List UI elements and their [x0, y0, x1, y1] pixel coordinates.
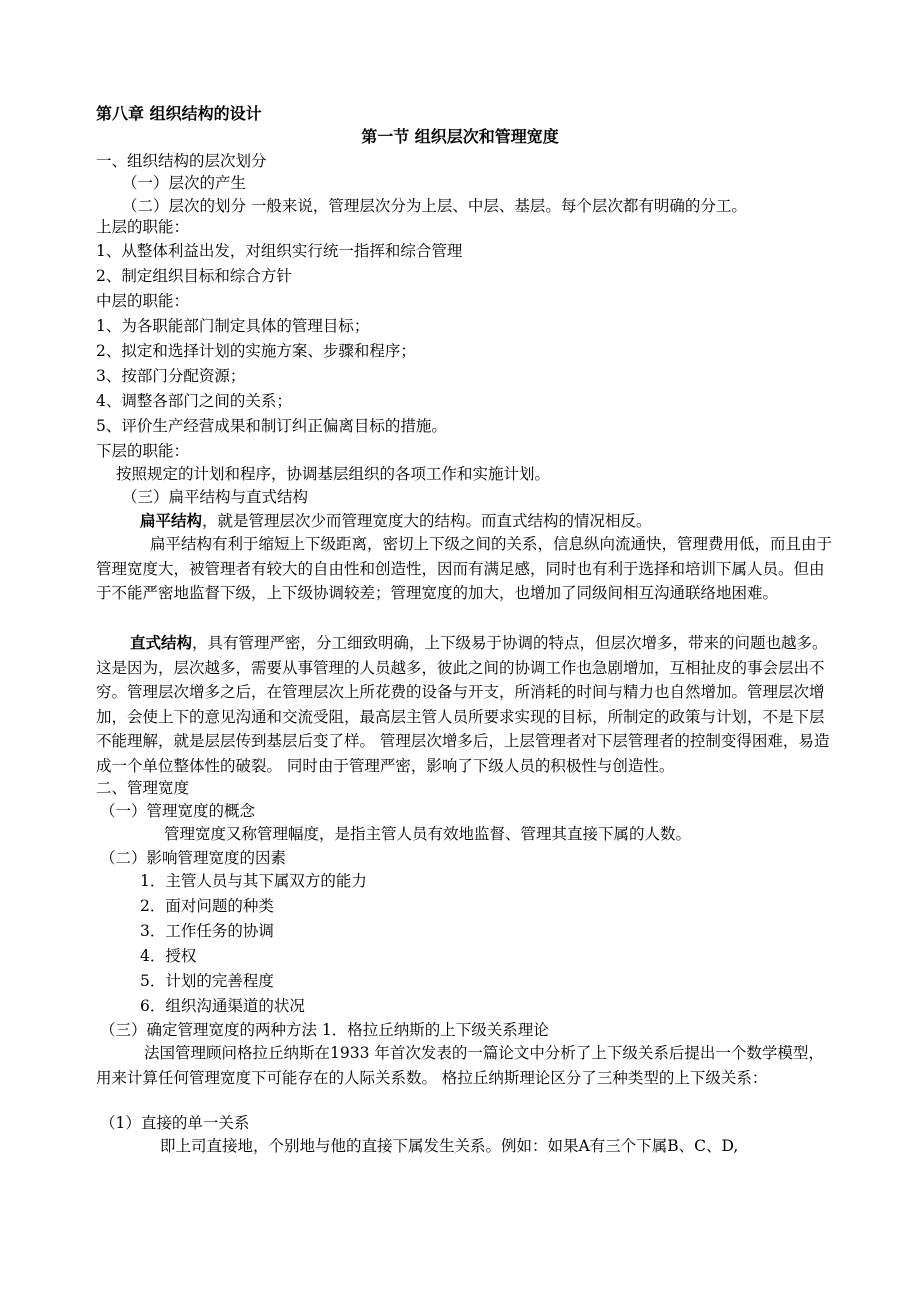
- tall-structure-term: 直式结构: [130, 633, 193, 652]
- factor-item-3: 3．工作任务的协调: [140, 922, 274, 940]
- middle-item-5: 5、评价生产经营成果和制订纠正偏离目标的措施。: [96, 417, 447, 435]
- direct-single-relation-text: 即上司直接地，个别地与他的直接下属发生关系。例如：如果A有三个下属B、C、D,: [160, 1137, 739, 1155]
- heading-hierarchy: 一、组织结构的层次划分: [96, 152, 267, 170]
- subheading-span-concept: （一）管理宽度的概念: [100, 802, 256, 820]
- chapter-title: 第八章 组织结构的设计: [96, 104, 262, 123]
- section-title: 第一节 组织层次和管理宽度: [361, 127, 559, 146]
- lower-level-label: 下层的职能：: [96, 442, 190, 460]
- factor-item-4: 4．授权: [140, 947, 197, 965]
- middle-level-label: 中层的职能：: [96, 292, 190, 310]
- graicunas-paragraph: 法国管理顾问格拉丘纳斯在1933 年首次发表的一篇论文中分析了上下级关系后提出一个数学模型，用来计算任何管理宽度下可能存在的人际关系数。 格拉丘纳斯理论区分了三种类型的上下级关系：: [96, 1044, 824, 1087]
- factor-item-2: 2．面对问题的种类: [140, 897, 274, 915]
- direct-single-relation-heading: （1）直接的单一关系: [100, 1114, 250, 1132]
- upper-item-1: 1、从整体利益出发，对组织实行统一指挥和综合管理: [96, 242, 463, 260]
- middle-item-1: 1、为各职能部门制定具体的管理目标；: [96, 317, 370, 335]
- lower-level-text: 按照规定的计划和程序，协调基层组织的各项工作和实施计划。: [116, 465, 551, 483]
- subheading-flat-vs-tall: （三）扁平结构与直式结构: [122, 488, 309, 506]
- flat-structure-term: 扁平结构: [140, 511, 203, 530]
- middle-item-4: 4、调整各部门之间的关系；: [96, 392, 292, 410]
- subheading-division: （二）层次的划分 一般来说，管理层次分为上层、中层、基层。每个层次都有明确的分工。: [122, 197, 747, 215]
- factor-item-1: 1．主管人员与其下属双方的能力: [140, 872, 367, 890]
- tall-structure-paragraph: [96, 631, 832, 778]
- tall-structure-text: ，具有管理严密，分工细致明确，上下级易于协调的特点，但层次增多，带来的问题也越多。这是因为，层次越多，需要从事管理的人员越多，彼此之间的协调工作也急剧增加，互相扯皮的事会层出不穷。管理层次增多之后，在管理层次上所花费的设备与开支，所消耗的时间与精力也自然增加。管理层次增加，会使上下的意见沟通和交流受阻，最高层主管人员所要求实现的目标，所制定的政策与计划，不是下层不能理解，就是层层传到基层后变了样。 管理层次增多后，上层管理者对下层管理者的控制变得困难，易造成一个单位整体性的破裂。 同时由于管理严密，影响了下级人员的积极性与创造性。: [96, 634, 830, 775]
- middle-item-2: 2、拟定和选择计划的实施方案、步骤和程序；: [96, 342, 416, 360]
- factor-item-5: 5．计划的完善程度: [140, 972, 274, 990]
- middle-item-3: 3、按部门分配资源；: [96, 367, 246, 385]
- span-concept-text: 管理宽度又称管理幅度，是指主管人员有效地监督、管理其直接下属的人数。: [164, 825, 692, 843]
- subheading-span-methods: （三）确定管理宽度的两种方法 1．格拉丘纳斯的上下级关系理论: [100, 1021, 549, 1039]
- flat-structure-paragraph: 扁平结构有利于缩短上下级距离，密切上下级之间的关系，信息纵向流通快，管理费用低，而且由于管理宽度大，被管理者有较大的自由性和创造性，因而有满足感，同时也有利于选择和培训下属人员。但由于不能严密地监督下级，上下级协调较差；管理宽度的加大，也增加了同级间相互沟通联络地困难。: [96, 535, 833, 602]
- subheading-origin: （一）层次的产生: [122, 174, 247, 192]
- heading-span: 二、管理宽度: [96, 779, 190, 797]
- factor-item-6: 6．组织沟通渠道的状况: [140, 997, 305, 1015]
- upper-level-label: 上层的职能：: [96, 218, 190, 236]
- subheading-span-factors: （二）影响管理宽度的因素: [100, 849, 287, 867]
- upper-item-2: 2、制定组织目标和综合方针: [96, 267, 292, 285]
- flat-structure-def-text: ，就是管理层次少而管理宽度大的结构。而直式结构的情况相反。: [202, 512, 652, 530]
- flat-structure-definition: [140, 510, 832, 532]
